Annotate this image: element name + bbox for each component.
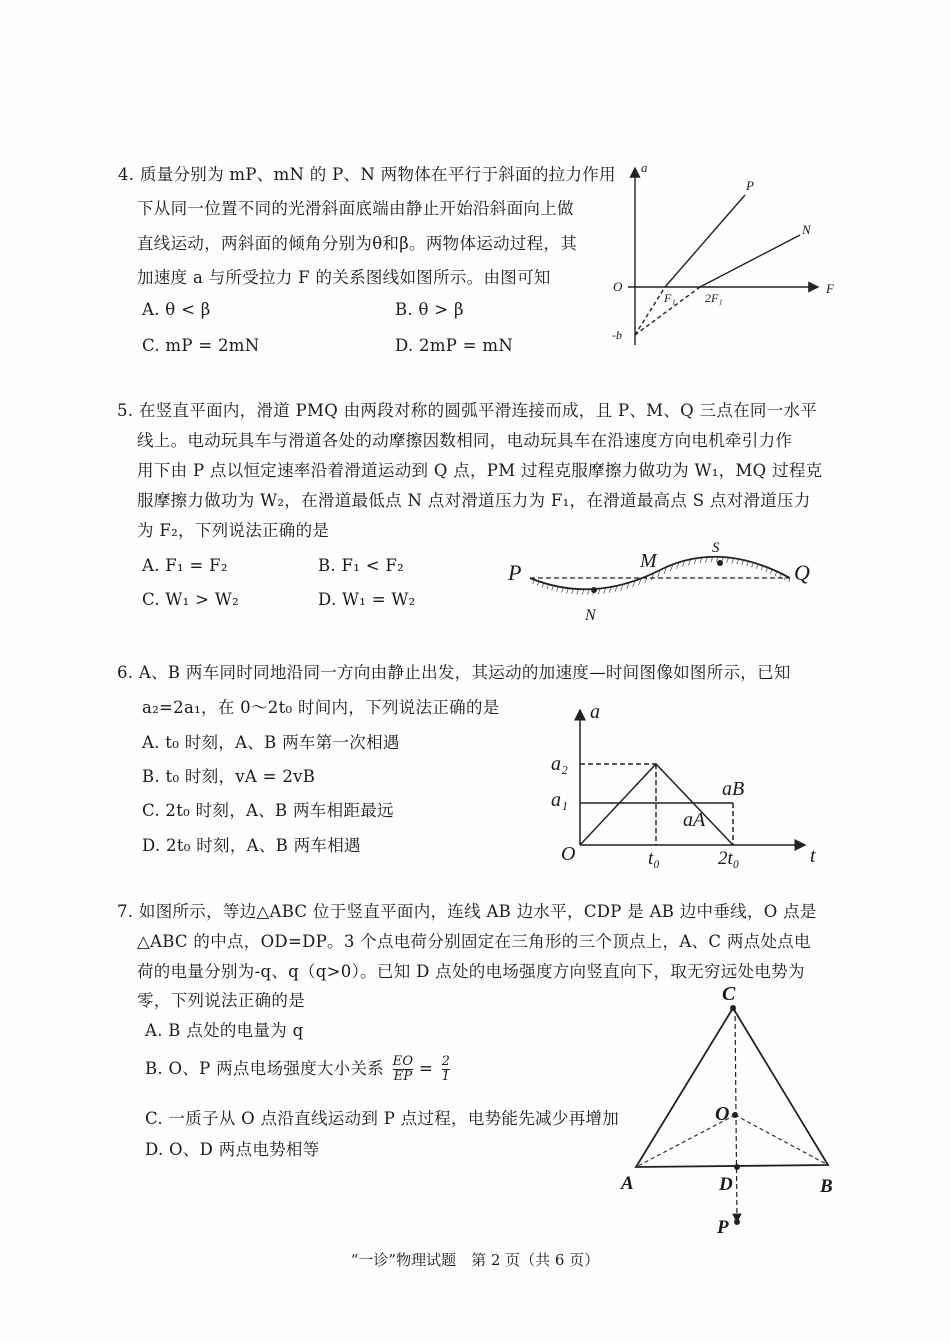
point-P [735,1220,740,1225]
label-aB: aB [722,778,745,800]
frac-rden: 1 [441,1069,451,1084]
label-F: F [826,281,834,296]
q5-option-d: D. W₁ = W₂ [318,590,416,609]
frac-den: EP [393,1069,413,1084]
label-D: D [719,1174,733,1195]
label-P: P [746,178,754,193]
q5-line: 为 F₂，下列说法正确的是 [137,521,330,540]
label-P: P [717,1217,729,1238]
q5-line: 5. 在竖直平面内，滑道 PMQ 由两段对称的圆弧平滑连接而成，且 P、M、Q 三点在同一水平 [117,401,818,420]
q7-line: 零，下列说法正确的是 [137,991,305,1010]
label-S: S [712,540,720,556]
q5-line: 线上。电动玩具车与滑道各处的动摩擦因数相同，电动玩具车在沿速度方向电机牵引力作 [137,431,793,450]
point-C [731,1006,736,1011]
label-P: P [508,560,522,585]
point-S [717,560,723,566]
q7-option-a: A. B 点处的电量为 q [145,1021,304,1040]
q4-line: 4. 质量分别为 mP、mN 的 P、N 两物体在平行于斜面的拉力作用 [118,165,616,184]
q4-line: 直线运动，两斜面的倾角分别为θ和β。两物体运动过程，其 [137,234,578,253]
label-N: N [585,607,596,624]
q4-option-d: D. 2mP = mN [395,336,514,355]
q4-option-c: C. mP = 2mN [142,336,260,355]
q7-line: 7. 如图所示，等边△ABC 位于竖直平面内，连线 AB 边水平，CDP 是 AB 边中垂线，O 点是 [117,902,817,921]
label-C: C [722,983,736,1005]
label-Q: Q [794,560,810,585]
line-P [665,195,745,287]
q4-option-a: A. θ < β [142,300,211,319]
frac-rnum: 2 [441,1054,451,1069]
label-neg-b: -b [612,328,622,342]
q5-option-c: C. W₁ > W₂ [142,590,239,609]
q7-line: △ABC 的中点，OD=DP。3 个点电荷分别固定在三角形的三个顶点上，A、C 两点处点电 [137,932,811,951]
label-aA: aA [683,809,706,831]
q4-line: 加速度 a 与所受拉力 F 的关系图线如图所示。由图可知 [137,268,551,287]
point-D [735,1165,740,1170]
frac-num: EO [392,1054,414,1069]
label-O: O [613,279,623,294]
q5-option-b: B. F₁ < F₂ [318,556,405,575]
page-footer: “一诊”物理试题 第 2 页（共 6 页） [350,1251,600,1269]
q6-option-d: D. 2t₀ 时刻，A、B 两车相遇 [142,836,361,855]
q6-option-a: A. t₀ 时刻，A、B 两车第一次相遇 [142,733,400,752]
label-a: a [590,701,600,723]
q6-line: a₂=2a₁，在 0～2t₀ 时间内，下列说法正确的是 [142,698,500,717]
triangle-ABC [636,1008,828,1167]
label-a1: a₁ [551,789,568,811]
label-N: N [802,222,811,237]
line-P-extension [635,287,665,335]
q7-option-c: C. 一质子从 O 点沿直线运动到 P 点过程，电势能先减少再增加 [145,1109,620,1128]
point-O [733,1113,738,1118]
label-A: A [621,1173,634,1194]
q5-line: 用下由 P 点以恒定速率沿着滑道运动到 Q 点，PM 过程克服摩擦力做功为 W₁，MQ 过程克 [137,461,823,480]
label-B: B [820,1176,833,1197]
point-N [591,587,597,593]
q6-line: 6. A、B 两车同时同地沿同一方向由静止出发，其运动的加速度—时间图像如图所示，已知 [117,663,791,682]
frac-eq: = [418,1059,434,1078]
label-2F1: 2F₁ [705,291,723,305]
label-a2: a₂ [551,753,568,775]
q6-option-b: B. t₀ 时刻，vA = 2vB [142,767,316,786]
label-t0: t₀ [648,848,660,869]
label-2t0: 2t₀ [718,848,740,869]
line-N [700,235,800,287]
label-O: O [561,843,576,865]
q5-option-a: A. F₁ = F₂ [142,556,228,575]
label-O: O [715,1103,730,1125]
q4-line: 下从同一位置不同的光滑斜面底端由静止开始沿斜面向上做 [137,199,574,218]
label-M: M [640,550,657,572]
q5-track-figure [530,557,790,595]
q7-option-d: D. O、D 两点电势相等 [145,1140,320,1159]
q7-option-b-text: B. O、P 两点电场强度大小关系 [145,1059,385,1078]
label-F1: F₁ [664,291,676,305]
q4-a-F-graph [628,168,818,345]
line-OB [735,1115,828,1165]
q4-option-b: B. θ > β [395,300,464,319]
label-t: t [810,845,816,867]
q5-line: 服摩擦力做功为 W₂，在滑道最低点 N 点对滑道压力为 F₁，在滑道最高点 S 点对滑道压力 [137,491,811,510]
q7-line: 荷的电量分别为-q、q（q>0）。已知 D 点处的电场强度方向竖直向下，取无穷远处电势为 [137,962,805,981]
label-a: a [641,160,648,175]
q6-option-c: C. 2t₀ 时刻，A、B 两车相距最远 [142,801,394,820]
